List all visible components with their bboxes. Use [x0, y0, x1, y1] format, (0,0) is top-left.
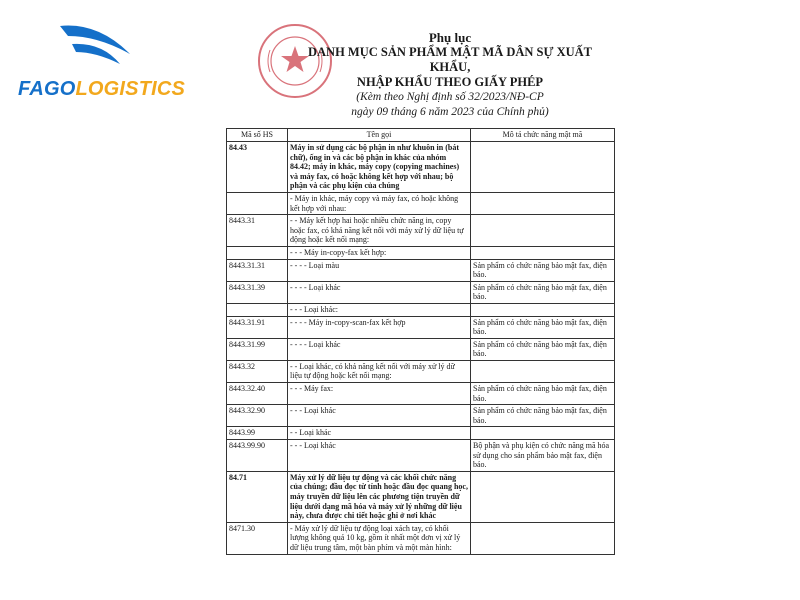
- table-row: [227, 471, 615, 522]
- cell-desc: [471, 471, 615, 522]
- cell-code: [227, 246, 288, 259]
- heading-appendix: Phụ lục: [428, 30, 472, 45]
- cell-desc: Sản phẩm có chức năng bảo mật fax, điện báo.: [471, 316, 615, 338]
- cell-code: 8471.30: [227, 522, 288, 554]
- heading-decree-ref: (Kèm theo Nghị định số 32/2023/NĐ-CP: [356, 91, 544, 103]
- cell-code: 8443.31.99: [227, 338, 288, 360]
- table-row: [227, 427, 615, 440]
- cell-name: - - - Loại khác: [288, 440, 471, 472]
- cell-name: - - - - Máy in-copy-scan-fax kết hợp: [288, 316, 471, 338]
- cell-code: 8443.31.39: [227, 281, 288, 303]
- cell-code: 8443.32.90: [227, 405, 288, 427]
- table-row: [227, 192, 615, 214]
- cell-desc: Sản phẩm có chức năng bảo mật fax, điện báo.: [471, 405, 615, 427]
- cell-name: - - - Máy in-copy-fax kết hợp:: [288, 246, 471, 259]
- cell-name: - - Máy kết hợp hai hoặc nhiều chức năng in, copy hoặc fax, có khả năng kết nối với máy xử lý dữ liệu tự động hoặc kết nối mạng:: [288, 215, 471, 247]
- table-row: [227, 259, 615, 281]
- cell-desc: Sản phẩm có chức năng bảo mật fax, điện báo.: [471, 259, 615, 281]
- table-row: [227, 303, 615, 316]
- cell-name: - Máy in khác, máy copy và máy fax, có hoặc không kết hợp với nhau:: [288, 192, 471, 214]
- document-heading: [300, 30, 600, 120]
- cell-desc: [471, 142, 615, 193]
- swoosh-icon: [58, 20, 138, 75]
- cell-code: 8443.31: [227, 215, 288, 247]
- cell-desc: [471, 522, 615, 554]
- fago-logistics-logo: [18, 20, 198, 110]
- cell-desc: Sản phẩm có chức năng bảo mật fax, điện báo.: [471, 383, 615, 405]
- cell-desc: [471, 215, 615, 247]
- cell-name: - - - Loại khác: [288, 405, 471, 427]
- cell-name: - - - - Loại khác: [288, 281, 471, 303]
- header-crypto-description: Mô tả chức năng mật mã: [471, 129, 615, 142]
- cell-desc: Sản phẩm có chức năng bảo mật fax, điện báo.: [471, 281, 615, 303]
- table-row: [227, 215, 615, 247]
- table-row: [227, 405, 615, 427]
- cell-code: [227, 192, 288, 214]
- cell-name: - - - - Loại khác: [288, 338, 471, 360]
- heading-decree-date: ngày 09 tháng 6 năm 2023 của Chính phủ): [351, 106, 549, 118]
- cell-name: Máy xử lý dữ liệu tự động và các khối chức năng của chúng; đầu đọc từ tính hoặc đầu đọc quang học, máy truyền dữ liệu lên các phương tiện truyền dữ liệu dưới dạng mã hóa và máy xử lý những dữ liệu này, chưa được chi tiết hoặc ghi ở nơi khác: [288, 471, 471, 522]
- heading-title-line2: NHẬP KHẨU THEO GIẤY PHÉP: [356, 75, 544, 89]
- table-row: [227, 360, 615, 382]
- cell-code: 8443.99.90: [227, 440, 288, 472]
- logo-text-fago: FAGO: [18, 78, 76, 100]
- table-row: [227, 338, 615, 360]
- cell-code: 84.71: [227, 471, 288, 522]
- table-row: [227, 246, 615, 259]
- cell-desc: [471, 192, 615, 214]
- cell-desc: Bộ phận và phụ kiện có chức năng mã hóa sử dụng cho sản phẩm bảo mật fax, điện báo.: [471, 440, 615, 472]
- logo-text-logistics: LOGISTICS: [75, 78, 186, 100]
- table-header-row: [227, 129, 615, 142]
- cell-name: - - Loại khác: [288, 427, 471, 440]
- table-row: [227, 281, 615, 303]
- cell-desc: [471, 360, 615, 382]
- cell-code: 84.43: [227, 142, 288, 193]
- cell-name: - - - Máy fax:: [288, 383, 471, 405]
- cell-code: 8443.31.31: [227, 259, 288, 281]
- table-body: [227, 142, 615, 555]
- hs-code-table: [226, 128, 615, 555]
- cell-code: 8443.32.40: [227, 383, 288, 405]
- cell-name: - - - Loại khác:: [288, 303, 471, 316]
- cell-name: - Máy xử lý dữ liệu tự động loại xách tay, có khối lượng không quá 10 kg, gồm ít nhất một đơn vị xử lý dữ liệu trung tâm, một bàn phím và một màn hình:: [288, 522, 471, 554]
- table-row: [227, 142, 615, 193]
- table-row: [227, 316, 615, 338]
- cell-code: [227, 303, 288, 316]
- cell-code: 8443.32: [227, 360, 288, 382]
- cell-desc: [471, 246, 615, 259]
- header-hs-code: Mã số HS: [227, 129, 288, 142]
- cell-name: Máy in sử dụng các bộ phận in như khuôn in (bát chữ), ống in và các bộ phận in khác của nhóm 84.42; máy in khác, máy copy (copying machines) và máy fax, có hoặc không kết hợp với nhau; bộ phận và các phụ kiện của chúng: [288, 142, 471, 193]
- heading-title-line1: DANH MỤC SẢN PHẨM MẬT MÃ DÂN SỰ XUẤT KHẨU,: [307, 45, 592, 74]
- cell-code: 8443.99: [227, 427, 288, 440]
- table-row: [227, 440, 615, 472]
- cell-desc: Sản phẩm có chức năng bảo mật fax, điện báo.: [471, 338, 615, 360]
- cell-name: - - Loại khác, có khả năng kết nối với máy xử lý dữ liệu tự động hoặc kết nối mạng:: [288, 360, 471, 382]
- cell-name: - - - - Loại màu: [288, 259, 471, 281]
- table-row: [227, 522, 615, 554]
- cell-desc: [471, 303, 615, 316]
- table-row: [227, 383, 615, 405]
- cell-code: 8443.31.91: [227, 316, 288, 338]
- cell-desc: [471, 427, 615, 440]
- header-name: Tên gọi: [288, 129, 471, 142]
